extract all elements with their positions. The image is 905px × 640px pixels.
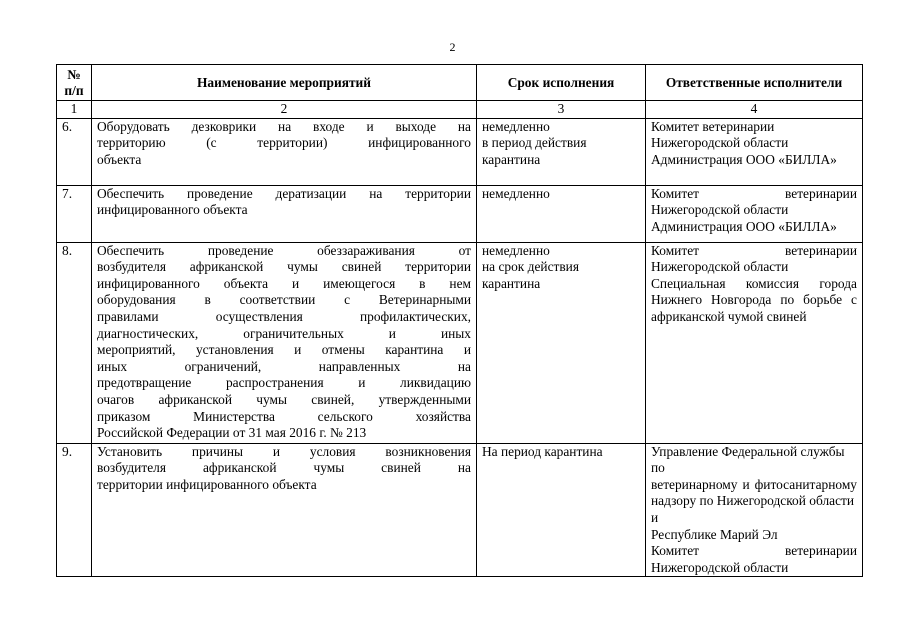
text-line: На период карантина (482, 443, 603, 459)
text-line: на срок действия (482, 259, 580, 275)
measure-text (92, 118, 477, 185)
table-header-row (57, 65, 863, 101)
text-line: возбудителя африканской чумы свиней на (97, 460, 471, 476)
text-line: очагов африканской чумы свиней, утвержденными (97, 391, 471, 407)
text-line: Управление Федеральной службы по (651, 443, 845, 476)
measure-text (92, 443, 477, 577)
column-number: 2 (92, 101, 477, 119)
term-text (477, 443, 646, 577)
header-measures: Наименование мероприятий (92, 65, 477, 101)
header-term: Срок исполнения (477, 65, 646, 101)
column-number: 1 (57, 101, 92, 119)
measure-text (92, 242, 477, 443)
text-line: диагностических, ограничительных и иных (97, 325, 471, 341)
text-line: правилами осуществления профилактических, (97, 308, 471, 324)
text-line: Обеспечить проведение обеззараживания от (97, 242, 471, 258)
row-number: 9. (57, 443, 92, 577)
page-number: 2 (449, 40, 456, 54)
text-line: Комитет ветеринарии (651, 185, 857, 201)
term-text (477, 118, 646, 185)
responsible-text (646, 185, 863, 242)
text-line: территорию (с территории) инфицированного (97, 135, 471, 151)
text-line: немедленно (482, 242, 550, 258)
text-line: Республике Марий Эл (651, 526, 778, 542)
table-row (57, 118, 863, 185)
text-line: в период действия (482, 135, 587, 151)
column-number-row (57, 101, 863, 119)
text-line: инфицированного объекта и имеющегося в нем (97, 275, 471, 291)
text-line: Оборудовать дезковрики на входе и выходе на (97, 118, 471, 134)
text-line: Администрация ООО «БИЛЛА» (651, 218, 837, 234)
text-line: оборудования в соответствии с Ветеринарными (97, 292, 471, 308)
text-line: возбудителя африканской чумы свиней территории (97, 259, 471, 275)
text-line: надзору по Нижегородской области и (651, 493, 855, 525)
table-row (57, 242, 863, 443)
responsible-text (646, 443, 863, 577)
term-text (477, 242, 646, 443)
table-row (57, 443, 863, 577)
text-line: Установить причины и условия возникновения (97, 443, 471, 459)
header-number: № п/п (57, 65, 92, 101)
text-line: карантина (482, 275, 541, 291)
text-line: немедленно (482, 118, 550, 134)
text-line: карантина (482, 151, 541, 167)
header-responsible: Ответственные исполнители (646, 65, 863, 101)
measure-text (92, 185, 477, 242)
text-line: Специальная комиссия города (651, 275, 857, 291)
text-line: немедленно (482, 185, 550, 201)
text-line: приказом Министерства сельского хозяйства (97, 408, 471, 424)
text-line: предотвращение распространения и ликвидацию (97, 375, 471, 391)
term-text (477, 185, 646, 242)
column-number: 3 (477, 101, 646, 119)
text-line: объекта (97, 151, 142, 167)
measures-table (56, 64, 863, 577)
text-line: Российской Федерации от 31 мая 2016 г. № 213 (97, 425, 367, 441)
text-line: Обеспечить проведение дератизации на территории (97, 185, 471, 201)
text-line: Нижегородской области (651, 259, 789, 275)
text-line: Комитет ветеринарии (651, 118, 775, 134)
responsible-text (646, 242, 863, 443)
text-line: территории инфицированного объекта (97, 476, 317, 492)
text-line: мероприятий, установления и отмены карантина и (97, 342, 471, 358)
text-line: ветеринарному и фитосанитарному (651, 476, 857, 492)
text-line: Нижнего Новгорода по борьбе с (651, 292, 857, 308)
column-number: 4 (646, 101, 863, 119)
text-line: Комитет ветеринарии (651, 242, 857, 258)
text-line: Нижегородской области (651, 202, 789, 218)
table-row (57, 185, 863, 242)
text-line: Администрация ООО «БИЛЛА» (651, 151, 837, 167)
text-line: иных ограничений, направленных на (97, 358, 471, 374)
text-line: инфицированного объекта (97, 202, 248, 218)
text-line: Нижегородской области (651, 135, 789, 151)
text-line: Нижегородской области (651, 559, 789, 575)
responsible-text (646, 118, 863, 185)
text-line: Комитет ветеринарии (651, 543, 857, 559)
row-number: 7. (57, 185, 92, 242)
text-line: африканской чумой свиней (651, 308, 807, 324)
row-number: 8. (57, 242, 92, 443)
row-number: 6. (57, 118, 92, 185)
